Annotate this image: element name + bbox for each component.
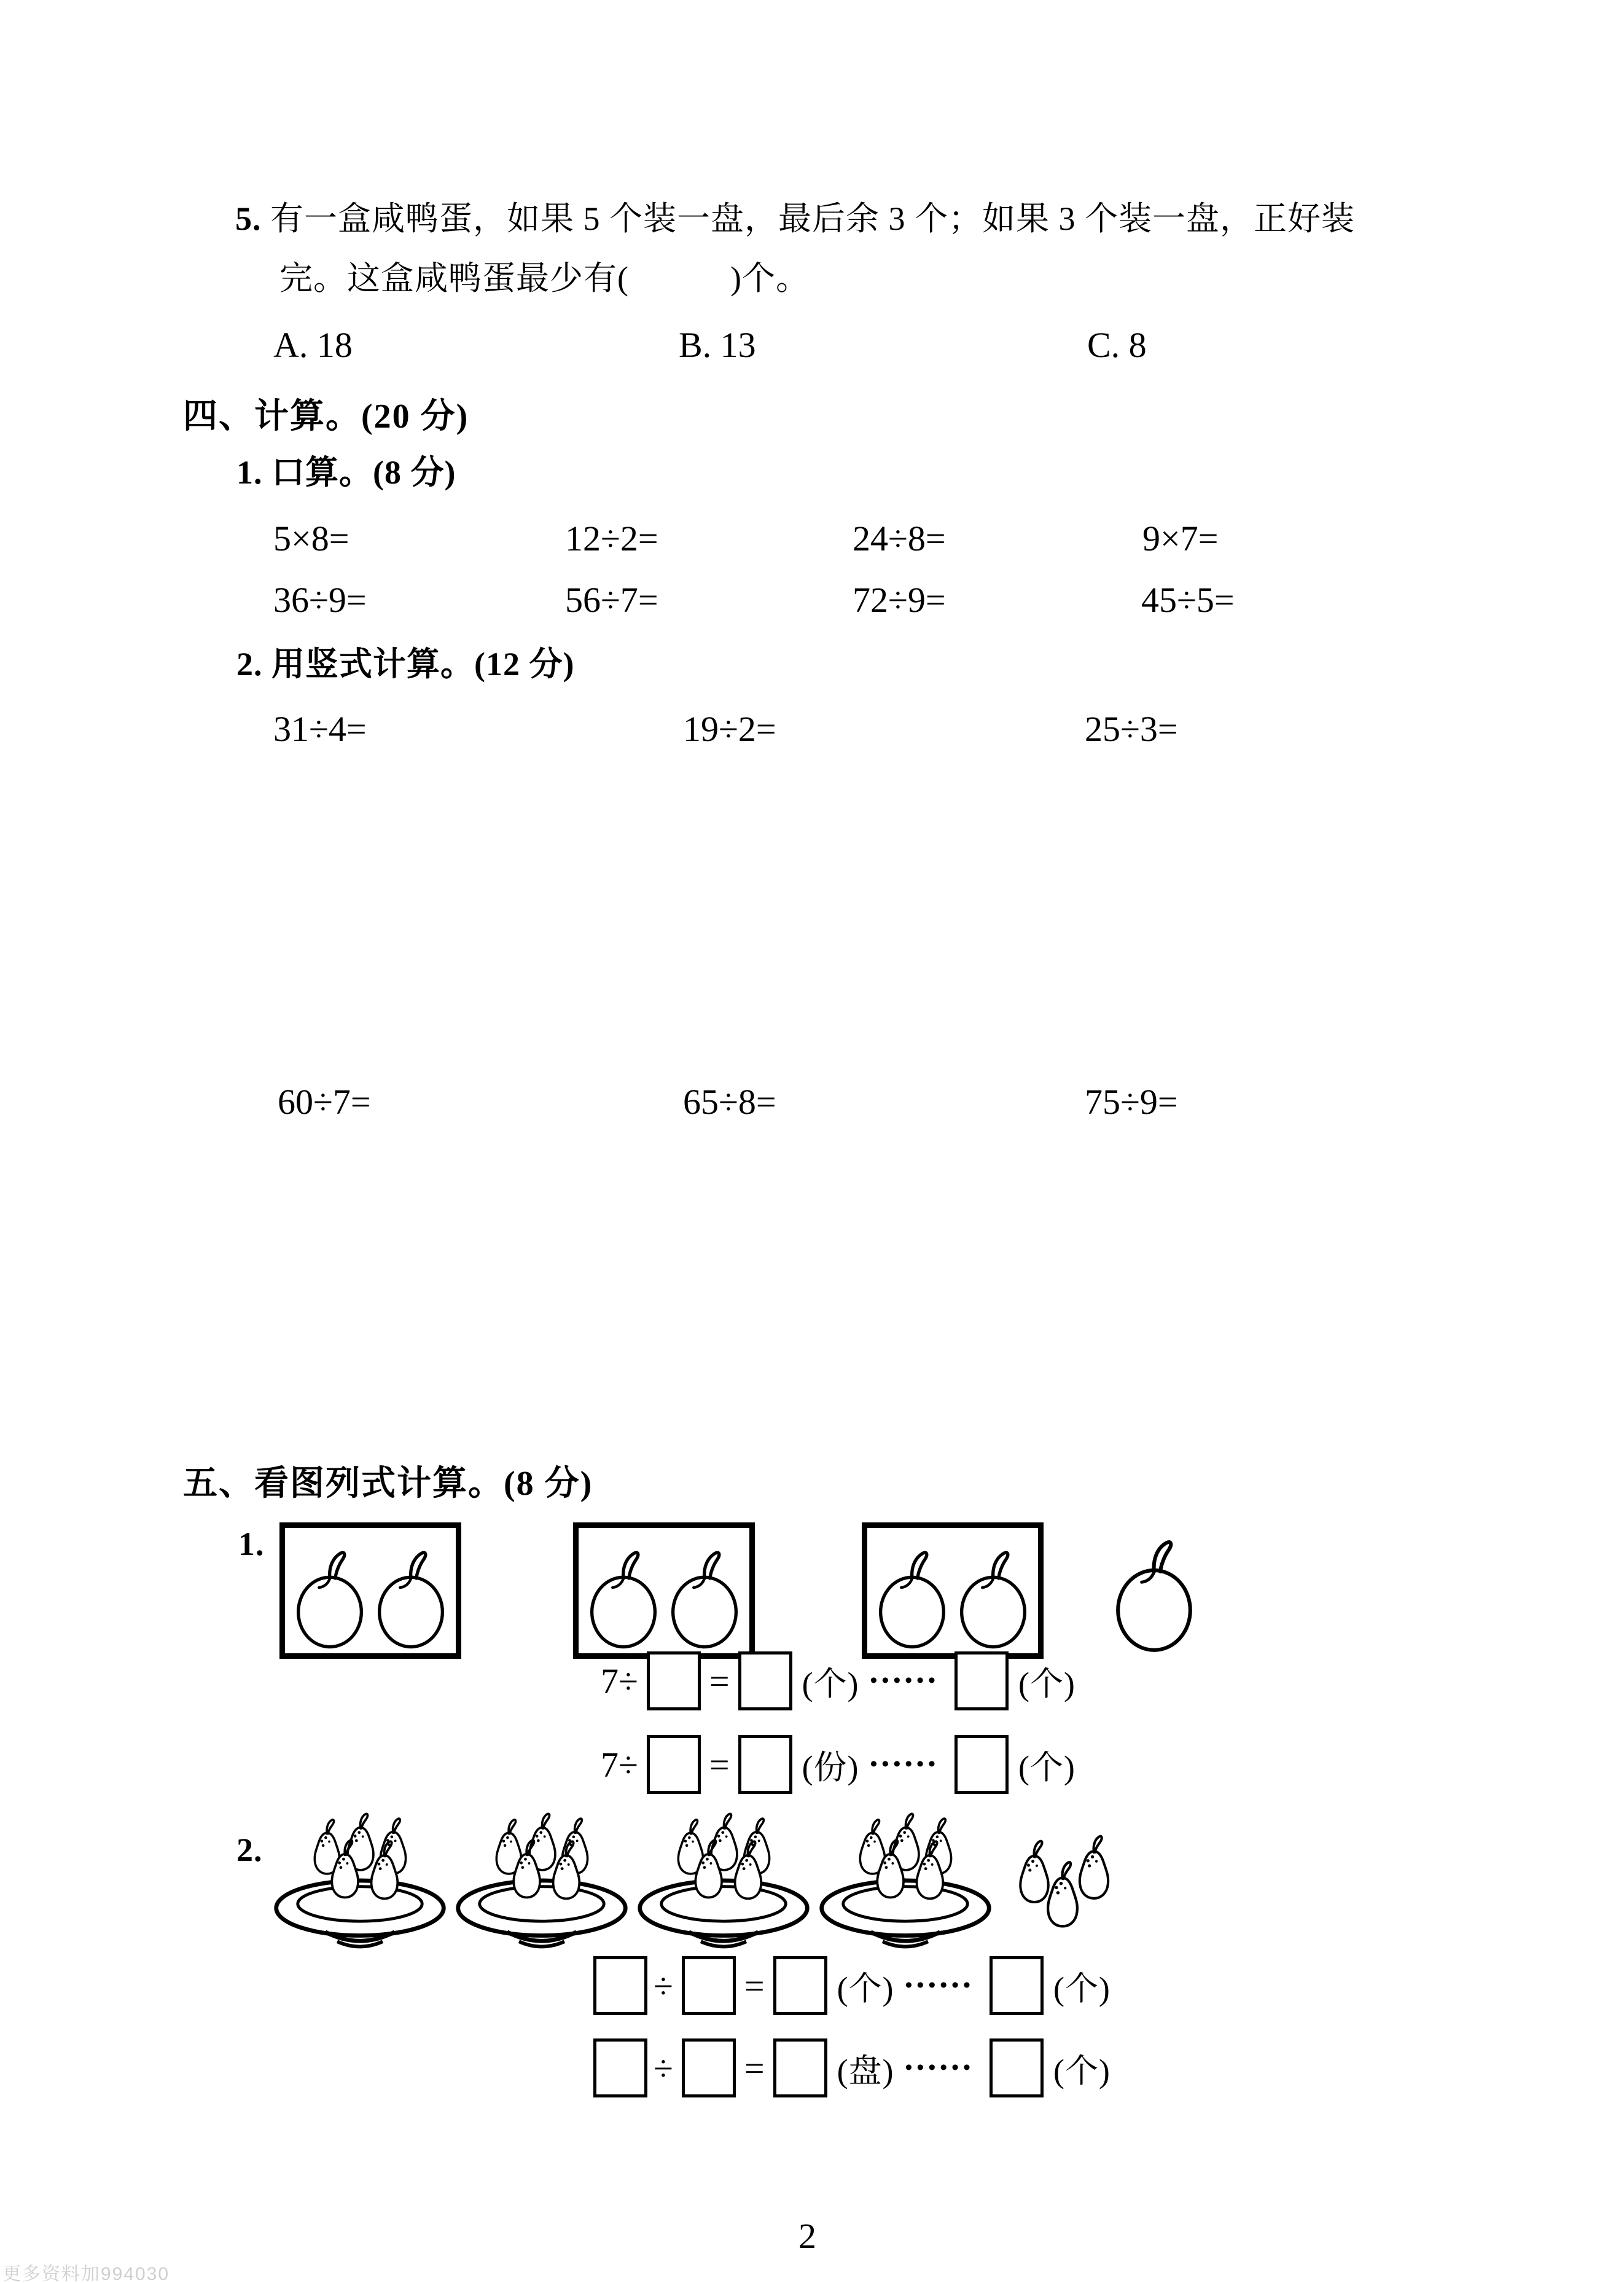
equals-sign: = [709,1744,730,1785]
vertical-expression: 75÷9= [1085,1082,1178,1122]
answer-box[interactable] [647,1651,701,1710]
oral-expression: 24÷8= [853,519,946,558]
option-a: A. 18 [273,325,353,365]
answer-box[interactable] [738,1735,792,1794]
answer-box[interactable] [647,1735,701,1794]
answer-box[interactable] [990,2038,1044,2097]
watermark-text: 更多资料加994030 [2,2264,170,2283]
equals-sign: = [744,2048,765,2088]
vertical-expression: 25÷3= [1085,709,1178,749]
apple-icon [666,1545,743,1650]
divide-sign: ÷ [654,2048,673,2088]
loose-apple-icon [1111,1533,1198,1653]
oral-expression: 72÷9= [853,580,946,620]
pear-equation-2 [593,2038,1113,2097]
remainder-dots: •••••• [905,2056,975,2079]
equation-lead: 7÷ [601,1744,638,1785]
apple-group-box [573,1522,755,1659]
answer-box[interactable] [990,1956,1044,2015]
apple-icon [955,1545,1031,1650]
vertical-expression: 19÷2= [683,709,776,749]
answer-box[interactable] [593,1956,647,2015]
option-b: B. 13 [679,325,756,365]
apple-equation-1 [601,1651,1078,1710]
vertical-expression: 65÷8= [683,1082,776,1122]
item1-number: 1. [238,1525,265,1562]
answer-box[interactable] [682,1956,736,2015]
option-c: C. 8 [1087,325,1147,365]
answer-box[interactable] [773,2038,827,2097]
oral-expression: 45÷5= [1141,580,1235,620]
apple-icon [874,1545,950,1650]
unit-label: (个) [1053,1970,1111,2007]
remainder-dots: •••••• [870,1669,940,1692]
apple-group-box [279,1522,461,1659]
answer-box[interactable] [773,1956,827,2015]
oral-expression: 5×8= [273,519,349,558]
apple-icon [373,1545,449,1650]
equation-lead: 7÷ [601,1661,638,1701]
section5-title: 五、看图列式计算。(8 分) [183,1465,593,1503]
section4-sub2-title: 2. 用竖式计算。(12 分) [236,646,575,683]
divide-sign: ÷ [654,1965,673,2006]
section4-sub1-title: 1. 口算。(8 分) [236,454,456,491]
unit-label: (个) [837,1970,894,2007]
loose-pears-icon [1006,1830,1123,1952]
answer-box[interactable] [682,2038,736,2097]
pear-plate-icon [270,1807,450,1951]
pear-plate-icon [816,1807,995,1951]
apple-equation-2 [601,1735,1078,1794]
unit-label: (盘) [837,2052,894,2089]
question5-text1: 有一盒咸鸭蛋，如果 5 个装一盘，最后余 3 个；如果 3 个装一盘，正好装 [270,200,1355,237]
equals-sign: = [744,1965,765,2006]
item2-number: 2. [236,1831,263,1868]
pear-equation-1 [593,1956,1113,2015]
unit-label: (份) [802,1748,859,1786]
page-number: 2 [798,2216,816,2256]
unit-label: (个) [802,1665,859,1702]
oral-expression: 56÷7= [565,580,658,620]
equals-sign: = [709,1661,730,1701]
remainder-dots: •••••• [905,1974,975,1997]
apple-icon [585,1545,662,1650]
apple-group-box [862,1522,1044,1659]
pear-plate-icon [452,1807,631,1951]
oral-expression: 36÷9= [273,580,367,620]
unit-label: (个) [1018,1748,1076,1786]
answer-box[interactable] [954,1735,1009,1794]
oral-expression: 9×7= [1142,519,1219,558]
section4-title: 四、计算。(20 分) [183,397,469,436]
apple-icon [292,1545,368,1650]
vertical-expression: 60÷7= [278,1082,371,1122]
unit-label: (个) [1053,2052,1111,2089]
oral-expression: 12÷2= [565,519,658,558]
question5-line2 [279,259,810,297]
vertical-expression: 31÷4= [273,709,367,749]
question5-text2: 完。这盒咸鸭蛋最少有( )个。 [279,260,810,297]
answer-box[interactable] [954,1651,1009,1710]
answer-box[interactable] [593,2038,647,2097]
question5-line1 [235,200,1355,238]
unit-label: (个) [1018,1665,1076,1702]
answer-box[interactable] [738,1651,792,1710]
pear-plate-icon [634,1807,813,1951]
question5-number: 5. [235,200,262,237]
remainder-dots: •••••• [870,1753,940,1776]
